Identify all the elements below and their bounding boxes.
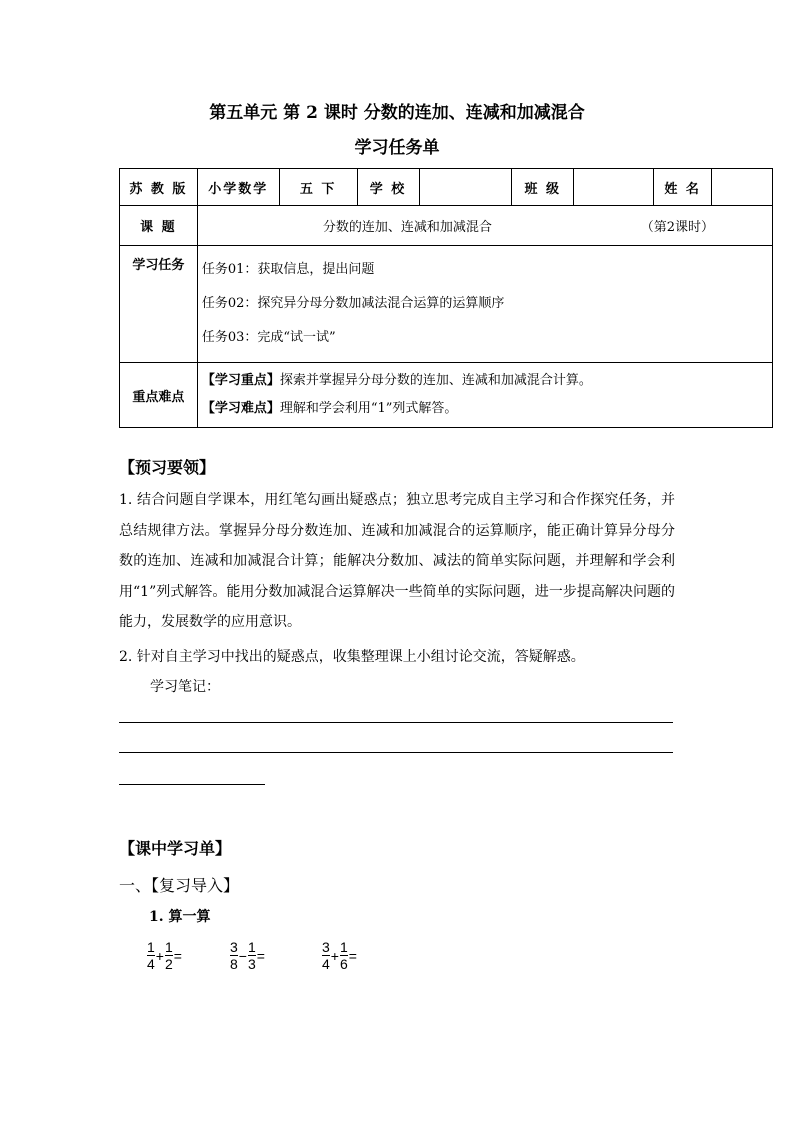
- class-field[interactable]: [574, 169, 654, 206]
- topic-label: 课 题: [120, 206, 198, 246]
- notes-label: 学习笔记：: [150, 679, 220, 695]
- school-label: 学 校: [357, 169, 419, 206]
- key-point-tag: 【学习重点】: [201, 373, 280, 388]
- school-field[interactable]: [419, 169, 512, 206]
- difficulty-line: [202, 395, 768, 423]
- note-line[interactable]: [119, 784, 265, 785]
- topic-cell: [197, 206, 772, 246]
- task-item: 任务03：完成“试一试”: [201, 330, 336, 345]
- name-label: 姓 名: [654, 169, 712, 206]
- document-title: 第五单元 第 2 课时 分数的连加、连减和加减混合: [209, 103, 585, 123]
- difficulty-text: 理解和学会利用“1”列式解答。: [279, 401, 458, 416]
- grade-cell: 五 下: [279, 169, 357, 206]
- topic-period: （第2课时）: [640, 220, 714, 235]
- fraction: $\frac{3}{4}$: [322, 939, 330, 972]
- review-heading: 一、【复习导入】: [119, 876, 240, 895]
- tasks-label: 学习任务: [120, 246, 198, 363]
- topic-value: 分数的连加、连减和加减混合: [322, 220, 492, 235]
- expression-2: $\frac{3}{8}$ − $\frac{1}{3}$ =: [230, 939, 265, 972]
- task-item: 任务02：探究异分母分数加减法混合运算的运算顺序: [201, 296, 505, 311]
- question-1: 1. 算一算: [149, 909, 211, 925]
- fraction: $\frac{1}{6}$: [339, 939, 348, 972]
- document-subtitle: 学习任务单: [354, 138, 440, 158]
- key-point-text: 探索并掌握异分母分数的连加、连减和加减混合计算。: [279, 373, 592, 388]
- lesson-heading: 【课中学习单】: [119, 839, 232, 858]
- difficulty-tag: 【学习难点】: [201, 401, 280, 416]
- keypoints-cell: [197, 363, 772, 428]
- info-table: [119, 168, 773, 428]
- tasks-cell: [197, 246, 772, 363]
- note-line[interactable]: [119, 722, 673, 723]
- keypoints-label: 重点难点: [120, 363, 198, 428]
- preview-paragraph-2: 2. 针对自主学习中找出的疑惑点，收集整理课上小组讨论交流，答疑解惑。: [119, 649, 585, 665]
- preview-heading: 【预习要领】: [119, 458, 216, 477]
- task-item: 任务01：获取信息，提出问题: [201, 262, 375, 277]
- fraction: $\frac{1}{4}$: [147, 939, 155, 972]
- fraction: $\frac{1}{3}$: [247, 939, 256, 972]
- class-label: 班 级: [512, 169, 574, 206]
- name-field[interactable]: [712, 169, 773, 206]
- expression-1: $\frac{1}{4}$ + $\frac{1}{2}$ =: [147, 939, 182, 972]
- fraction: $\frac{1}{2}$: [164, 939, 173, 972]
- note-line[interactable]: [119, 752, 673, 753]
- publisher-cell: 苏 教 版: [120, 169, 198, 206]
- subject-cell: 小学数学: [197, 169, 279, 206]
- preview-paragraph-1: 1. 结合问题自学课本，用红笔勾画出疑惑点；独立思考完成自主学习和合作探究任务，并总结规律方法。掌握异分母分数连加、连减和加减混合的运算顺序，能正确计算异分母分数的连加、连减和加减混合计算；能解决分数加、减法的简单实际问题，并理解和学会利用“1”列式解答。能用分数加减混合运算解决一些简单的实际问题，进一步提高解决问题的能力，发展数学的应用意识。: [119, 492, 675, 630]
- key-point-line: [202, 367, 768, 395]
- expression-3: $\frac{3}{4}$ + $\frac{1}{6}$ =: [322, 939, 357, 972]
- fraction: $\frac{3}{8}$: [230, 939, 238, 972]
